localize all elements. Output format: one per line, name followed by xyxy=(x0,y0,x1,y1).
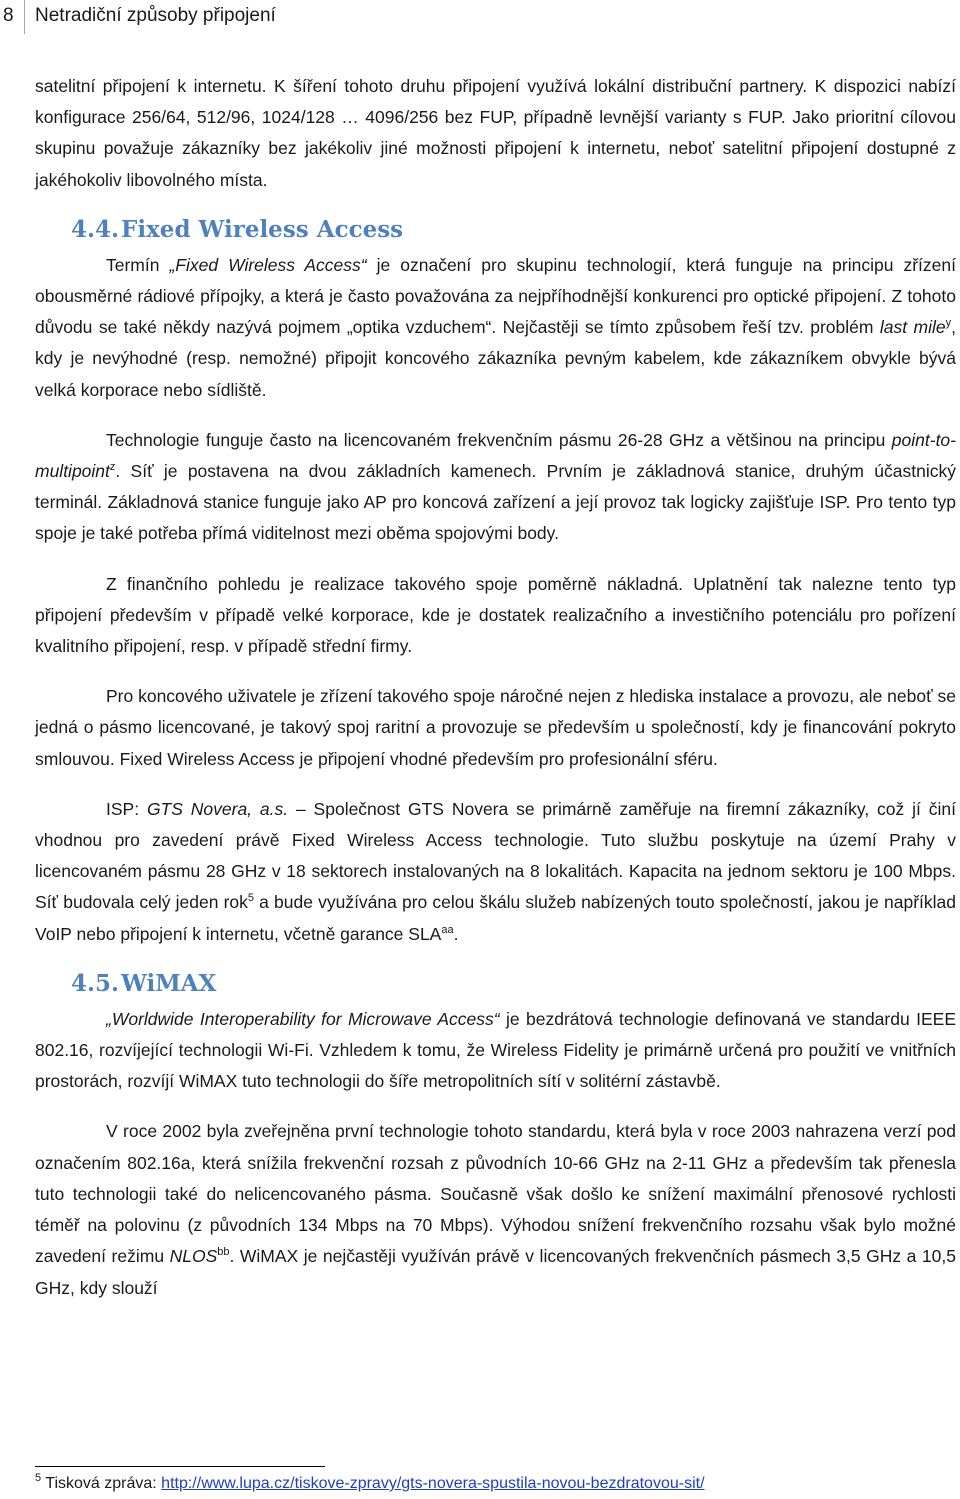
footnote-link[interactable]: http://www.lupa.cz/tiskove-zpravy/gts-novera-spustila-novou-bezdratovou-sit/ xyxy=(161,1475,705,1492)
section-number: 4.5. xyxy=(71,969,120,997)
term: NLOS xyxy=(169,1246,218,1267)
fwa-paragraph-isp: ISP: GTS Novera, a.s. – Společnost GTS Novera se primárně zaměřuje na firemní zákazníky, což jí činí vhodnou pro zavedení právě Fixed Wireless Access technologie. Tuto službu poskytuje na území Prahy v licencovaném pásmu 28 GHz v 18 sektorech instalovaných na 8 lokalitách. Kapacita na jednom sektoru je 100 Mbps. Síť budovala celý jeden rok$^5$ a bude využívána pro celou škálu služeb nabízených touto společností, jakou je například VoIP nebo připojení k internetu, včetně garance $SLA^{aa}$. xyxy=(35,798,956,944)
term: last mile xyxy=(879,317,946,338)
wimax-paragraph-1: „Worldwide Interoperability for Microwave Access“ je bezdrátová technologie definovaná ve standardu IEEE 802.16, rozvíjející technologii Wi-Fi. Vzhledem k tomu, že Wireless Fidelity je primárně určená pro použití ve vnitřních prostorách, rozvíjí WiMAX tuto technologii do šíře metropolitních sítí v solitérní zástavbě. xyxy=(35,1008,956,1092)
section-number: 4.4. xyxy=(71,215,120,243)
footnote-label: Tisková zpráva: xyxy=(41,1475,162,1492)
fwa-paragraph-1: Termín „Fixed Wireless Access“ je označení pro skupinu technologií, která funguje na principu zřízení obousměrné rádiové přípojky, a která je často považována za nejpříhodnější konkurenci pro optické připojení. Z tohoto důvodu se také někdy nazývá pojmem „optika vzduchem“. Nejčastěji se tímto způsobem řeší tzv. problém last mile$^y$, kdy je nevýhodné (resp. nemožné) připojit koncového zákazníka pevným kabelem, kde zákazníkem obvykle bývá velká korporace nebo sídliště. xyxy=(35,254,956,400)
footnote-ref: bb xyxy=(217,1246,230,1259)
footnote xyxy=(35,1472,705,1496)
fwa-paragraph-4: Pro koncového uživatele je zřízení takového spoje náročné nejen z hlediska instalace a provozu, ale neboť se jedná o pásmo licencované, je takový spoj raritní a provozuje se především u společností, kdy je financování pokryto smlouvou. Fixed Wireless Access je připojení vhodné především pro profesionální sféru. xyxy=(35,686,957,769)
isp-label: ISP: xyxy=(106,798,140,819)
page-header xyxy=(0,0,960,34)
fwa-paragraph-2: Technologie funguje často na licencovaném frekvenčním pásmu 26-28 GHz a většinou na principu point-to-multipoint$^z$. Síť je postavena na dvou základních kamenech. Prvním je základnová stanice, druhým účastnický terminál. Základnová stanice funguje jako AP pro koncová zařízení a její provoz tak logicky zajišťuje ISP. Pro tento typ spoje je také potřeba přímá viditelnost mezi oběma spojovými body. xyxy=(35,429,956,544)
intro-paragraph: satelitní připojení k internetu. K šíření tohoto druhu připojení využívá lokální distribuční partnery. K dispozici nabízí konfigurace 256/64, 512/96, 1024/128 … 4096/256 bez FUP, případně levnější varianty s FUP. Jako prioritní cílovou skupinu považuje zákazníky bez jakékoliv jiné možnosti připojení k internetu, neboť satelitní připojení dostupné z jakéhokoliv libovolného místa. xyxy=(35,76,956,190)
footnote-ref: z xyxy=(109,461,116,474)
wimax-paragraph-2: V roce 2002 byla zveřejněna první technologie tohoto standardu, která byla v roce 2003 nahrazena verzí pod označením 802.16a, která snížila frekvenční rozsah z původních 10-66 GHz na 2-11 GHz a především tak přenesla tuto technologii také do nelicencovaného pásma. Současně však došlo ke snížení maximální přenosové rychlosti téměř na polovinu (z původních 134 Mbps na 70 Mbps). Výhodou snížení frekvenčního rozsahu však bylo možné zavedení režimu $NLOS^{bb}$. WiMAX je nejčastěji využíván právě v licencovaných frekvenčních pásmech 3,5 GHz a 10,5 GHz, kdy slouží xyxy=(35,1121,956,1298)
page-number: 8 xyxy=(3,5,14,26)
section-title: Fixed Wireless Access xyxy=(121,215,404,243)
fwa-paragraph-3: Z finančního pohledu je realizace takového spoje poměrně nákladná. Uplatnění tak nalezne tento typ připojení především v případě velké korporace, kde je dostatek realizačního a investičního potenciálu pro pořízení kvalitního připojení, resp. v případě střední firmy. xyxy=(35,573,956,657)
running-title: Netradiční způsoby připojení xyxy=(35,5,276,26)
section-heading-wimax xyxy=(71,968,956,1000)
footnote-separator xyxy=(35,1466,325,1467)
section-title: WiMAX xyxy=(121,969,217,997)
footnote-ref: y xyxy=(945,317,952,330)
term: „Worldwide Interoperability for Microwave Access“ xyxy=(106,1008,500,1029)
footnote-ref: aa xyxy=(441,923,454,936)
term: „Fixed Wireless Access“ xyxy=(169,254,367,275)
isp-company: GTS Novera, a.s. xyxy=(146,798,289,819)
term: point-to-multipoint xyxy=(35,429,956,482)
header-divider xyxy=(24,0,25,34)
footnote-ref: 5 xyxy=(247,892,255,905)
footnote-marker: 5 xyxy=(35,1472,42,1484)
section-heading-fwa xyxy=(71,214,956,246)
page-body xyxy=(35,71,956,1304)
